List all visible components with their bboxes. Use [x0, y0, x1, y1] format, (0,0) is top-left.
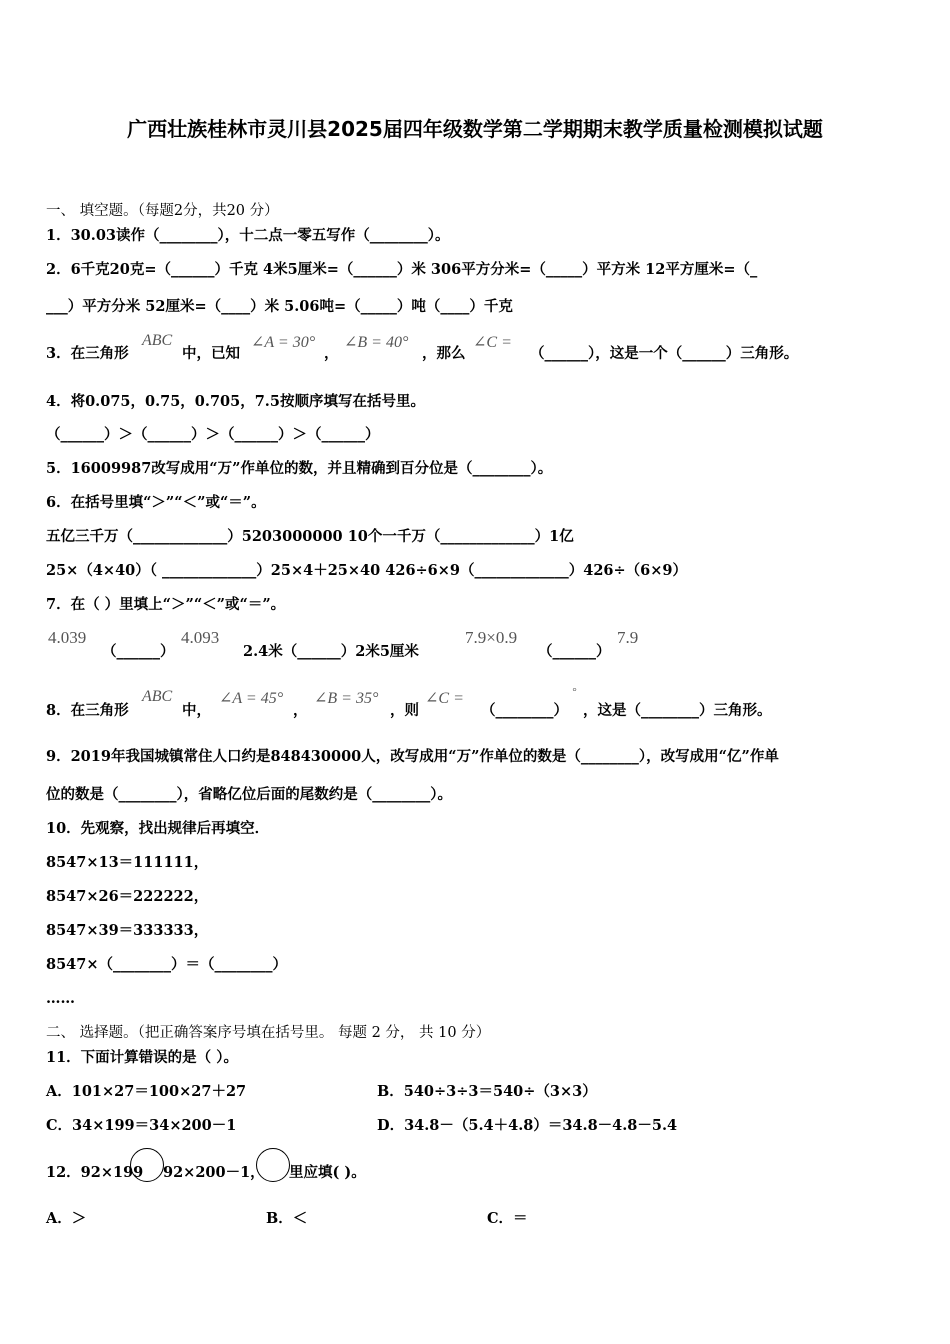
q7-number-3: 7.9×0.9 — [465, 628, 518, 647]
question-2-line-1: 2．6千克20克=（______）千克 4米5厘米=（______）米 306平方分米=（_____）平方米 12平方厘米=（_ — [46, 261, 758, 278]
q8-text-2: ，则 — [390, 702, 419, 719]
q3-text-2: ，那么 — [422, 345, 466, 362]
q7-middle: 2.4米（______）2米5厘米 — [243, 643, 419, 660]
q12-option-b[interactable]: B．＜ — [266, 1210, 308, 1227]
q3-prefix: 3．在三角形 — [46, 345, 129, 362]
q3-angle-b: ∠B = 40° — [344, 334, 409, 351]
section-1-heading: 一、 填空题。（每题2分，共20 分） — [46, 203, 279, 219]
q12-blank-circle-2[interactable] — [256, 1148, 290, 1182]
q3-angle-a: ∠A = 30° — [251, 334, 316, 351]
question-6-line-1: 6．在括号里填“＞”“＜”或“＝”。 — [46, 494, 266, 511]
q11-option-b[interactable]: B．540÷3÷3＝540÷（3×3） — [377, 1083, 597, 1100]
q11-option-a[interactable]: A．101×27＝100×27＋27 — [46, 1083, 247, 1100]
q3-tail: （______），这是一个（______）三角形。 — [530, 345, 799, 362]
question-1: 1．30.03读作（________），十二点一零五写作（________）。 — [46, 227, 450, 244]
q8-triangle-abc: ABC — [142, 688, 173, 705]
question-10-heading: 10．先观察，找出规律后再填空． — [46, 820, 270, 837]
q12-part-3: 里应填( )。 — [289, 1164, 366, 1181]
section-2-heading: 二、 选择题。（把正确答案序号填在括号里。 每题 2 分， 共 10 分） — [46, 1025, 491, 1041]
q3-triangle-abc: ABC — [142, 332, 173, 349]
q8-text-1: 中， — [182, 702, 211, 719]
question-11: 11．下面计算错误的是（ ）。 — [46, 1049, 238, 1066]
q11-option-c[interactable]: C．34×199＝34×200－1 — [46, 1117, 237, 1134]
q10-line-2: 8547×26＝222222， — [46, 888, 209, 905]
q12-option-a[interactable]: A．＞ — [46, 1210, 87, 1227]
question-4-line-2: （______）＞（______）＞（______）＞（______） — [46, 426, 380, 443]
q8-tail: ，这是（________）三角形。 — [583, 702, 772, 719]
q10-line-3: 8547×39＝333333， — [46, 922, 209, 939]
q12-part-2: 92×200－1， — [163, 1164, 265, 1181]
q8-angle-a: ∠A = 45° — [219, 690, 284, 707]
question-4-line-1: 4．将0.075，0.75，0.705，7.5按顺序填写在括号里。 — [46, 393, 425, 410]
q7-number-1: 4.039 — [48, 628, 87, 647]
q8-comma: ， — [293, 702, 308, 719]
q3-text-1: 中，已知 — [182, 345, 240, 362]
question-6-line-3: 25×（4×40）（ _____________）25×4＋25×40 426÷6×9（_____________）426÷（6×9） — [46, 562, 688, 579]
q8-angle-c: ∠C = — [425, 690, 464, 707]
q8-degree: ° — [572, 686, 577, 698]
q12-option-c[interactable]: C．＝ — [487, 1210, 528, 1227]
q11-option-d[interactable]: D．34.8－（5.4＋4.8）＝34.8－4.8－5.4 — [377, 1117, 678, 1134]
page-title: 广西壮族桂林市灵川县2025届四年级数学第二学期期末教学质量检测模拟试题 — [127, 117, 823, 141]
question-9-line-1: 9．2019年我国城镇常住人口约是848430000人，改写成用“万”作单位的数是（________），改写成用“亿”作单 — [46, 748, 779, 765]
question-7-heading: 7．在（ ）里填上“＞”“＜”或“＝”。 — [46, 596, 286, 613]
q10-line-4: 8547×（________）＝（________） — [46, 956, 288, 973]
q8-blank: （________） — [481, 702, 568, 719]
q12-part-1: 12．92×199 — [46, 1164, 144, 1181]
q7-blank-1: （______） — [102, 643, 175, 660]
question-9-line-2: 位的数是（________），省略亿位后面的尾数约是（________）。 — [46, 786, 452, 803]
question-5: 5．16009987改写成用“万”作单位的数，并且精确到百分位是（________）。 — [46, 460, 553, 477]
q7-blank-3: （______） — [538, 643, 611, 660]
q8-prefix: 8．在三角形 — [46, 702, 129, 719]
q7-number-2: 4.093 — [181, 628, 220, 647]
q3-angle-c: ∠C = — [473, 334, 512, 351]
q8-angle-b: ∠B = 35° — [314, 690, 379, 707]
q10-line-1: 8547×13＝111111， — [46, 854, 209, 871]
q12-blank-circle-1[interactable] — [130, 1148, 164, 1182]
question-2-line-2: ___）平方分米 52厘米=（____）米 5.06吨=（_____）吨（____）千克 — [46, 298, 513, 315]
q10-ellipsis: …… — [46, 990, 75, 1007]
question-6-line-2: 五亿三千万（_____________）5203000000 10个一千万（_____________）1亿 — [46, 528, 574, 545]
q7-number-4: 7.9 — [617, 628, 639, 647]
q3-comma: ， — [324, 345, 339, 362]
